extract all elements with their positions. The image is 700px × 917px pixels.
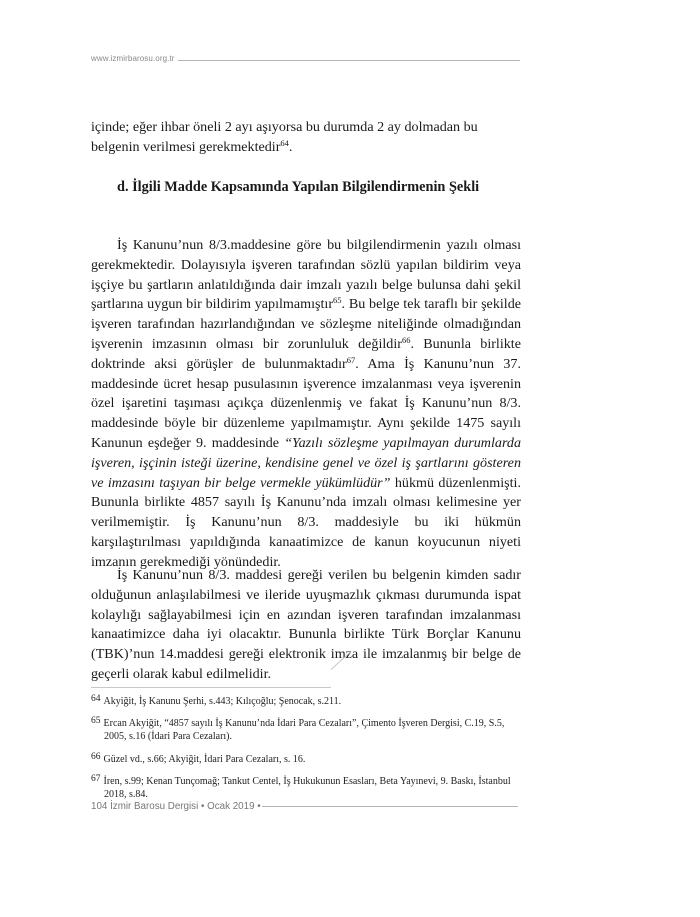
continuation-line-1: içinde; eğer ihbar öneli 2 ayı aşıyorsa bu durumda 2 ay dolmadan bu bbox=[91, 119, 478, 135]
footer-divider bbox=[262, 806, 518, 807]
continuation-line-2: belgenin verilmesi gerekmektedir$^{64}$. bbox=[91, 137, 293, 155]
footnote-ref-64[interactable]: 64 bbox=[280, 137, 289, 148]
header-divider bbox=[178, 60, 520, 61]
footnote-separator bbox=[91, 687, 331, 688]
footnote-ref-67[interactable]: 67 bbox=[346, 354, 356, 365]
footnote-67: 67 İren, s.99; Kenan Tunçomağ; Tankut Centel, İş Hukukunun Esasları, Beta Yayınevi, 9. Baskı, İstanbul 2018, s.84. bbox=[91, 774, 511, 800]
paragraph-2: İş Kanunu’nun 8/3. maddesi gereği verilen bu belgenin kimden sadır olduğunun anlaşılabilmesi ve ileride uyuşmazlık çıkması durumunda ispat kolaylığı sağlayabilmesi için en azından işveren tarafından imzalanması kanaatimizce daha iyi olacaktır. Bununla birlikte Türk Borçlar Kanunu (TBK)’nun 14.maddesi gereği elektronik imza ile imzalanmış bir belge de geçerli olarak kabul edilmelidir. bbox=[91, 567, 521, 682]
footnote-ref-65[interactable]: 65 bbox=[333, 295, 342, 306]
footnote-66: 66 Güzel vd., s.66; Akyiğit, İdari Para Cezaları, s. 16. bbox=[91, 752, 306, 765]
header-url: www.izmirbarosu.org.tr bbox=[91, 54, 175, 63]
quoted-law-text: “Yazılı sözleşme yapılmayan durumlarda işveren, işçinin isteği üzerine, kendisine genel ve özel iş şartlarını gösteren ve imzasını taşıyan bir belge vermekle yükümlüdür” bbox=[91, 434, 521, 491]
paragraph-1: İş Kanunu’nun 8/3.maddesine göre bu bilgilendirmenin yazılı olması gerekmektedir. Dolayısıyla işveren tarafından sözlü yapılan bildirim veya işçiye bu şartların anlatıldığında dair imzalı yazılı belge bulunsa dahi şekil şartlarına uygun bir bildirim yapılmamıştır$^{65}$. Bu belge tek taraflı bir şekilde işveren tarafından hazırlandığından ve sözleşme niteliğinde olmadığından işverenin imzasının olması bir zorunluluk değildir$^{66}$. Bununla birlikte doktrinde aksi görüşler de bulunmaktadır$^{67}$. Ama İş Kanunu’nun 37. maddesinde ücret hesap pusulasının işverence imzalanması veya işverenin özel işaretini taşıması açıkça düzenlenmiş ve fakat İş Kanunu’nun 8/3. maddesinde böyle bir düzenleme yapılmamıştır. Aynı şekilde 1475 sayılı Kanunun eşdeğer 9. maddesinde “Yazılı sözleşme yapılmayan durumlarda işveren, işçinin isteği üzerine, kendisine genel ve özel iş şartlarını gösteren ve imzasını taşıyan bir belge vermekle yükümlüdür” hükmü düzenlenmişti. Bununla birlikte 4857 sayılı İş Kanunu’nda imzalı olması kelimesine yer verilmemiştir. İş Kanunu’nun 8/3. maddesiyle bu iki hükmün karşılaştırılması yapıldığında kanaatimizce de kanun koyucunun niyeti imzanın gerekmediği yönündedir. bbox=[91, 237, 521, 570]
continuation-paragraph bbox=[91, 118, 521, 158]
section-heading: d. İlgili Madde Kapsamında Yapılan Bilgilendirmenin Şekli bbox=[117, 179, 480, 195]
page-footer: 104 İzmir Barosu Dergisi • Ocak 2019 • bbox=[91, 801, 261, 812]
footnote-ref-66[interactable]: 66 bbox=[401, 334, 411, 345]
footnote-65: 65 Ercan Akyiğit, “4857 sayılı İş Kanunu’nda İdari Para Cezaları”, Çimento İşveren Dergisi, C.19, S.5, 2005, s.16 (İdari Para Cezaları). bbox=[91, 716, 505, 742]
footnote-64: 64 Akyiğit, İş Kanunu Şerhi, s.443; Kılıçoğlu; Şenocak, s.211. bbox=[91, 694, 342, 707]
